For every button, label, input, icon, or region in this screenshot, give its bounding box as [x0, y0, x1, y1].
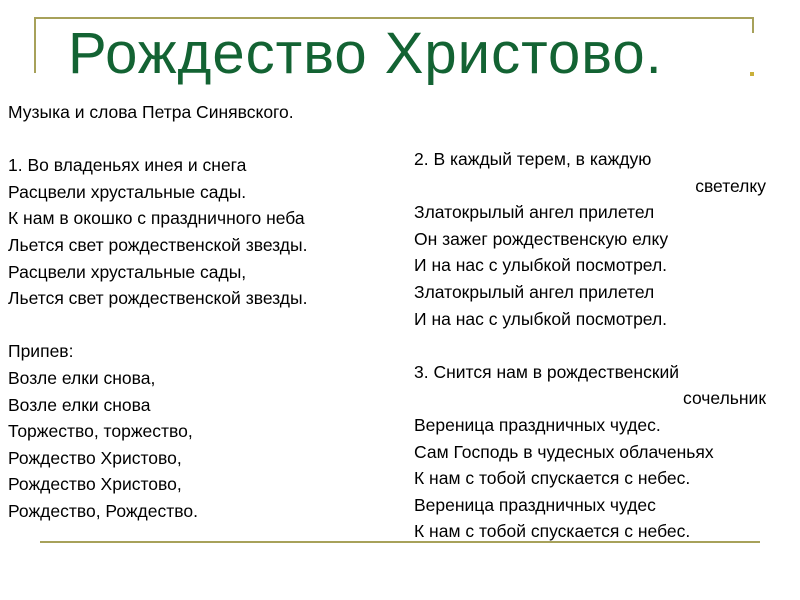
slide-title: Рождество Христово. — [68, 21, 663, 86]
chorus-line: Возле елки снова, — [8, 367, 156, 388]
stanza-gap — [8, 126, 307, 153]
verse1-line: К нам в окошко с праздничного неба — [8, 208, 305, 229]
frame-line-left — [34, 17, 36, 73]
verse2-line: Златокрылый ангел прилетел — [414, 281, 655, 302]
chorus-line: Рождество Христово, — [8, 474, 182, 495]
verse3-line: К нам с тобой спускается с небес. — [414, 521, 691, 542]
verse2-line: Он зажег рождественскую елку — [414, 228, 669, 249]
stanza-gap — [8, 312, 307, 339]
author-line: Музыка и слова Петра Синявского. — [8, 102, 294, 122]
verse2-line-wrapped: светелку — [695, 175, 766, 196]
verse3-line: 3. Снится нам в рождественский — [414, 361, 680, 382]
verse1-line: Льется свет рождественской звезды. — [8, 234, 308, 255]
verse2-line: И на нас с улыбкой посмотрел. — [414, 308, 668, 329]
verse2-line: И на нас с улыбкой посмотрел. — [414, 255, 668, 276]
right-column — [414, 146, 794, 545]
chorus-line: Торжество, торжество, — [8, 421, 193, 442]
verse3-line: Сам Господь в чудесных облаченьях — [414, 441, 714, 462]
verse1-line: 1. Во владеньях инея и снега — [8, 155, 247, 176]
verse1-line: Расцвели хрустальные сады. — [8, 181, 247, 202]
chorus-line: Рождество Христово, — [8, 447, 182, 468]
verse1-line: Льется свет рождественской звезды. — [8, 288, 308, 309]
verse3-line-wrapped: сочельник — [683, 388, 766, 409]
verse1-line: Расцвели хрустальные сады, — [8, 261, 247, 282]
verse3-line: К нам с тобой спускается с небес. — [414, 468, 691, 489]
chorus-line: Возле елки снова — [8, 394, 151, 415]
chorus-label: Припев: — [8, 341, 74, 362]
frame-line-right — [752, 17, 754, 33]
verse3-line: Вереница праздничных чудес. — [414, 414, 661, 435]
verse2-line: 2. В каждый терем, в каждую — [414, 149, 652, 169]
left-column — [8, 99, 307, 525]
stanza-gap — [414, 332, 794, 359]
decorative-dot — [750, 72, 754, 76]
verse3-line: Вереница праздничных чудес — [414, 494, 656, 515]
verse2-line: Златокрылый ангел прилетел — [414, 202, 655, 223]
chorus-line: Рождество, Рождество. — [8, 500, 198, 521]
